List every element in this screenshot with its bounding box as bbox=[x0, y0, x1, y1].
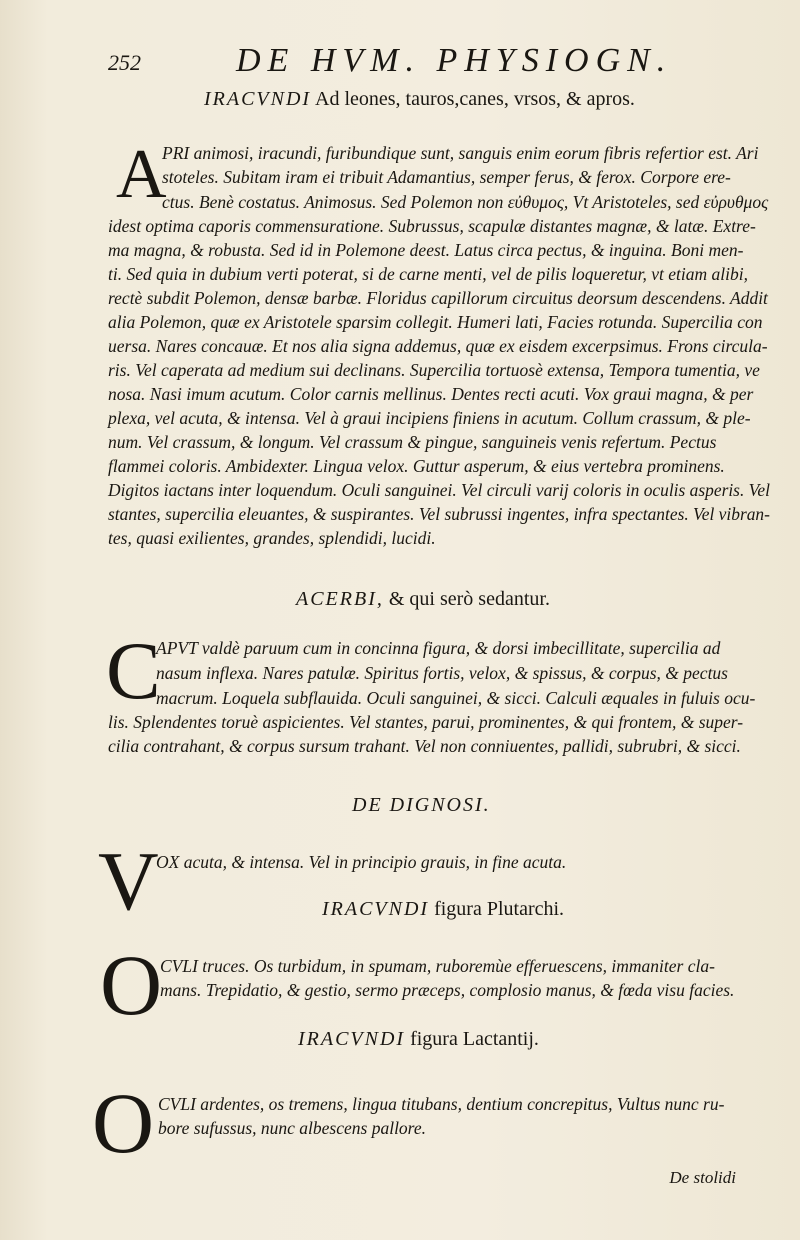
text-line: ma magna, & robusta. Sed id in Polemone deest. Latus circa pectus, & inguina. Boni men- bbox=[108, 240, 744, 260]
page-header bbox=[108, 40, 748, 84]
iracundi-heading: IRACVNDI Ad leones, tauros,canes, vrsos, & apros. bbox=[204, 88, 635, 110]
text-line: lis. Splendentes toruè aspicientes. Vel stantes, parui, prominentes, & qui frontem, & super- bbox=[108, 712, 744, 732]
text-line: ctus. Benè costatus. Animosus. Sed Polemon non εὐθυμος, Vt Aristoteles, sed εὐρυθμος bbox=[162, 192, 769, 212]
drop-cap-c: C bbox=[106, 625, 161, 716]
text-line: PRI animosi, iracundi, furibundique sunt, sanguis enim eorum fibris refertior est. Ari bbox=[162, 143, 759, 163]
drop-cap-a: A bbox=[116, 136, 167, 213]
text-line: nosa. Nasi imum acutum. Color carnis mellinus. Dentes recti acuti. Vox graui magna, & per bbox=[108, 384, 754, 404]
text-line: plexa, vel acuta, & intensa. Vel à graui incipiens finiens in acutum. Collum crassum, & ple- bbox=[108, 408, 751, 428]
text-line: rectè subdit Polemon, densæ barbæ. Floridus capillorum circuitus deorsum descendens. Addit bbox=[108, 288, 768, 308]
text-line: ris. Vel caperata ad medium sui declinans. Supercilia tortuosè extensa, Tempora tumentia, ve bbox=[108, 360, 760, 380]
text-line: CVLI truces. Os turbidum, in spumam, ruboremùe efferuescens, immaniter cla- bbox=[160, 956, 715, 976]
text-line: alia Polemon, quæ ex Aristotele sparsim collegit. Humeri lati, Facies rotunda. Supercilia con bbox=[108, 312, 763, 332]
text-line: tes, quasi exilientes, grandes, splendidi, lucidi. bbox=[108, 528, 436, 548]
text-line: macrum. Loquela subflauida. Oculi sanguinei, & sicci. Calculi æquales in fuluis ocu- bbox=[156, 688, 756, 708]
lactantii-heading: IRACVNDI figura Lactantij. bbox=[298, 1028, 539, 1050]
acerbi-heading: ACERBI, & qui serò sedantur. bbox=[296, 588, 550, 610]
drop-cap-v: V bbox=[98, 835, 159, 928]
text-line: mans. Trepidatio, & gestio, sermo præceps, complosio manus, & fœda visu facies. bbox=[160, 980, 735, 1000]
text-line: stantes, supercilia eleuantes, & suspirantes. Vel subrussi ingentes, infra spectantes. Vel vibran- bbox=[108, 504, 770, 524]
text-line: stoteles. Subitam iram ei tribuit Adamantius, semper ferus, & ferox. Corpore ere- bbox=[162, 167, 731, 187]
plutarchi-heading: IRACVNDI figura Plutarchi. bbox=[322, 898, 565, 920]
text-line: ti. Sed quia in dubium verti poterat, si de carne menti, vel de pilis loqueretur, vt etiam alibi, bbox=[108, 264, 748, 284]
text-line: CVLI ardentes, os tremens, lingua titubans, dentium concrepitus, Vultus nunc ru- bbox=[158, 1094, 725, 1114]
text-line: cilia contrahant, & corpus sursum trahant. Vel non conniuentes, pallidi, subrubri, & sicci. bbox=[108, 736, 741, 756]
text-line: idest optima caporis commensuratione. Subrussus, scapulæ distantes magnæ, & latæ. Extre- bbox=[108, 216, 756, 236]
text-line: Digitos iactans inter loquendum. Oculi sanguinei. Vel circuli varij coloris in oculis asperis. Vel bbox=[108, 480, 770, 500]
text-line: bore sufussus, nunc albescens pallore. bbox=[158, 1118, 426, 1138]
drop-cap-o: O bbox=[92, 1075, 155, 1171]
drop-cap-o: O bbox=[100, 937, 163, 1033]
text-line: APVT valdè paruum cum in concinna figura, & dorsi imbecillitate, supercilia ad bbox=[156, 638, 721, 658]
text-line: num. Vel crassum, & longum. Vel crassum & pingue, sanguineis venis refertum. Pectus bbox=[108, 432, 717, 452]
running-title: DE HVM. PHYSIOGN. bbox=[236, 42, 673, 79]
dignosi-heading: DE DIGNOSI. bbox=[352, 794, 491, 816]
catchword: De stolidi bbox=[669, 1168, 736, 1187]
text-line: nasum inflexa. Nares patulæ. Spiritus fortis, velox, & spissus, & corpus, & pectus bbox=[156, 663, 728, 683]
text-line: flammei coloris. Ambidexter. Lingua velox. Guttur asperum, & eius vertebra prominens. bbox=[108, 456, 725, 476]
text-line: uersa. Nares concauæ. Et nos alia signa addemus, quæ ex eisdem excerpsimus. Frons circula- bbox=[108, 336, 768, 356]
text-line: OX acuta, & intensa. Vel in principio grauis, in fine acuta. bbox=[156, 852, 567, 872]
page-number: 252 bbox=[108, 50, 141, 75]
